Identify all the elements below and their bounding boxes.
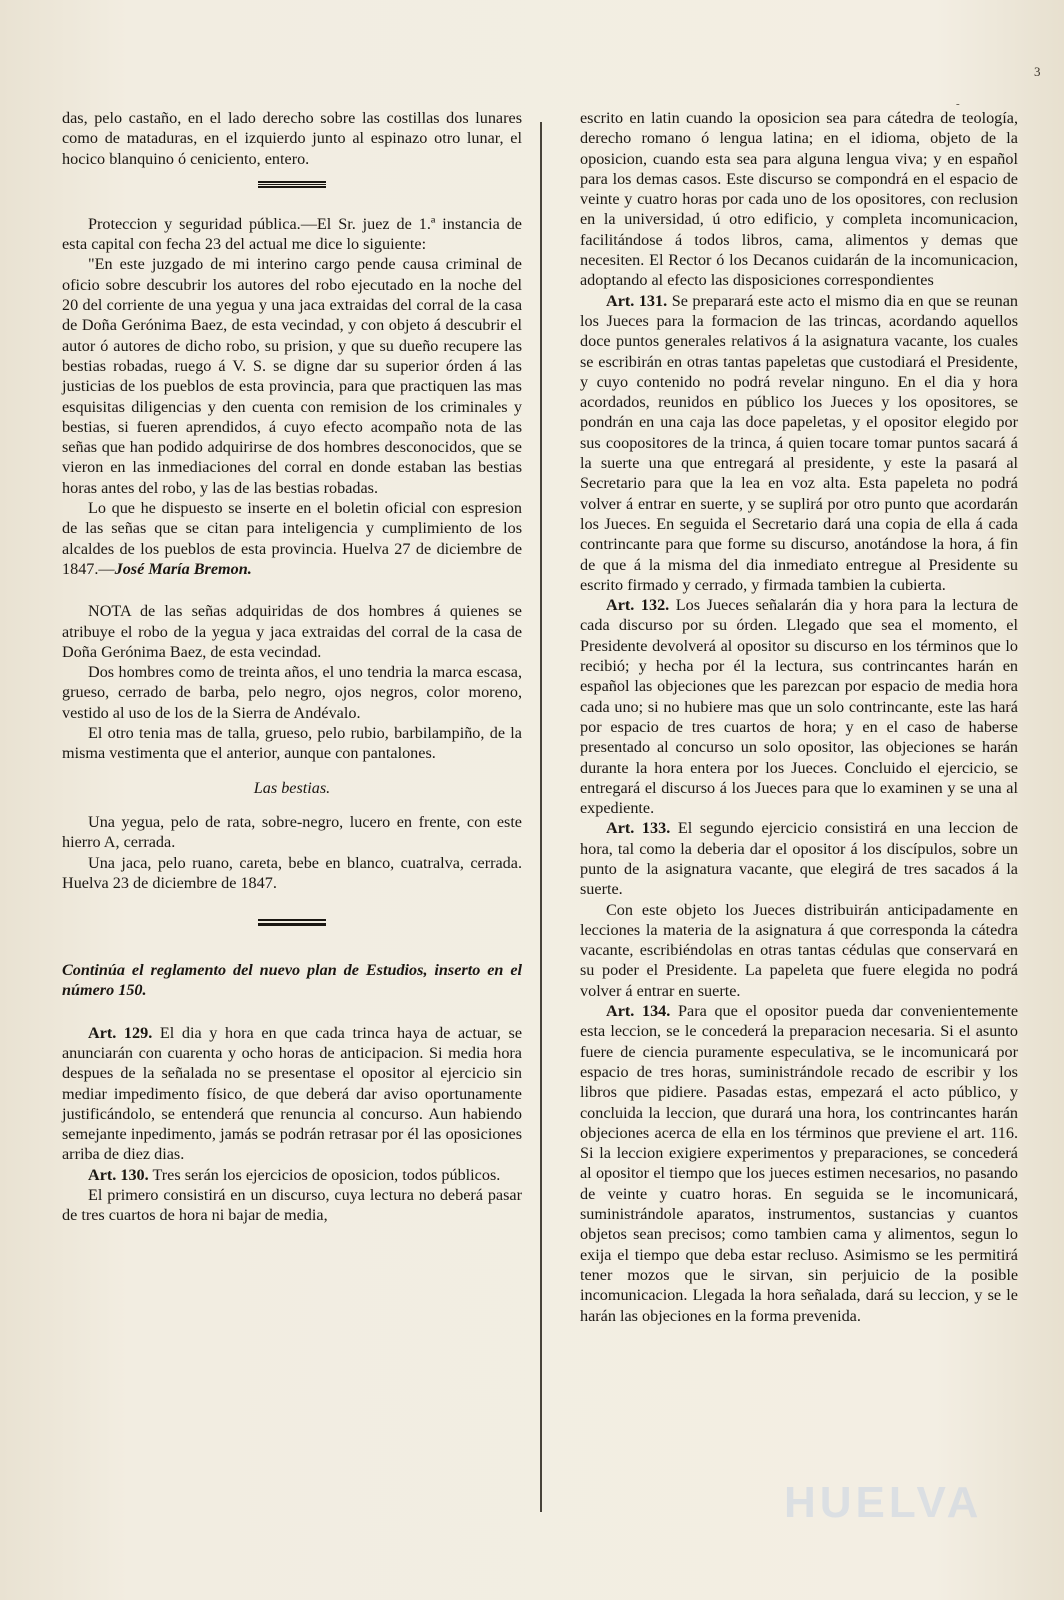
- article-text: Para que el opositor pueda dar convenientemente esta leccion, se le concederá la preparacion necesaria. Si el asunto fuere de ciencia puramente especulativa, se le incomunicará por espacio de tres horas, suministrándole recado de escribir y los libros que pidiere. Pasadas estas, empezará el acto público, y concluida la leccion, que durará una hora, los contrincantes harán objeciones acerca de ella en los términos que previene el art. 116. Si la leccion exigiere experimentos y preparaciones, se concederá al opositor el tiempo que los jueces estimen necesarios, no pasando de veinte y cuatro horas. En seguida se le incomunicará, suministrándole aparatos, instrumentos, sustancias y cuantos objetos sean precisos; como tambien cama y alimentos, segun lo exija el tiempo que deba estar recluso. Asimismo se les permitirá tener mozos que le sirvan, sin perjuicio de la posible incomunicacion. Llegada la hora señalada, dará su leccion, y se le harán las objeciones en la forma prevenida.: [580, 1002, 1019, 1325]
- paragraph-nota: NOTA de las señas adquiridas de dos hombres á quienes se atribuye el robo de la yegua y jaca extraidas del corral de la casa de Doña Gerónima Baez, de esta vecindad.: [62, 602, 522, 661]
- article-130: [62, 1165, 522, 1185]
- section-rule: [258, 181, 326, 188]
- article-label: Art. 130.: [88, 1165, 149, 1184]
- article-label: Art. 132.: [606, 596, 670, 615]
- paragraph-yegua: Una yegua, pelo de rata, sobre-negro, lucero en frente, con este hierro A, cerrada.: [62, 812, 522, 852]
- paragraph-dos-hombres: Dos hombres como de treinta años, el uno tendria la marca escasa, grueso, cerrado de barba, pelo negro, ojos negros, color moreno, vestido al uso de los de la Sierra de Andévalo.: [62, 663, 522, 722]
- signature: José María Bremon.: [114, 559, 252, 578]
- article-134: [580, 1001, 1018, 1326]
- paragraph-juzgado: "En este juzgado de mi interino cargo pende causa criminal de oficio sobre descubrir los autores del robo ejecutado en la noche del 20 del corriente de una yegua y una jaca extraidas del corral de la casa de Doña Gerónima Baez, de esta vecindad, y con objeto á descubrir el autor ó autores de dicho robo, su prision, y que su dueño recupere las bestias robadas, ruego á V. S. se digne dar su superior órden á las justicias de los pueblos de esta provincia, para que practiquen las mas esquisitas diligencias y den cuenta con remision de los criminales y bestias, si fueren aprendidos, á cuyo efecto acompaño nota de las señas que han podido adquirirse de dos hombres desconocidos, que se vieron en las inmediaciones del corral en donde estaban las bestias horas antes del robo, y las de las bestias robadas.: [62, 255, 522, 497]
- article-132: [580, 595, 1018, 818]
- article-text: Se preparará este acto el mismo dia en que se reunan los Jueces para la formacion de las trincas, acordando aquellos doce puntos generales relativos á la asignatura vacante, los cuales se escribirán en otras tantas papeletas que custodiará el Presidente, y cuyo contenido no podrá revelar ninguno. En el dia y hora acordados, reunidos en público los Jueces y los opositores, se pondrán en una caja las doce papeletas, y el opositor elegido por sus coopositores de la trinca, á quien tocare tomar puntos sacará á la suerte una que entregará al presidente, y este la pasará al Secretario para que la lea en voz alta. Esta papeleta no podrá volver á entrar en suerte, y se suplirá por otro punto que acordarán los Jueces. En seguida el Secretario dará una copia de ella á cada contrincante para que forme su discurso, anotándose la hora, á fin de que á la misma del dia inmediato entregue al Presidente su escrito firmado y cerrado, y firmada tambien la cubierta.: [580, 291, 1019, 594]
- paragraph-objeto: Con este objeto los Jueces distribuirán anticipadamente en lecciones la materia de la asignatura á que corresponda la cátedra vacante, escribiéndolas en otras tantas cédulas que conservará en su poder el Presidente. La papeleta que fuere elegida no podrá volver á entrar en suerte.: [580, 900, 1018, 1000]
- paragraph-primero: El primero consistirá en un discurso, cuya lectura no deberá pasar de tres cuartos de hora ni bajar de media,: [62, 1186, 522, 1225]
- article-131: [580, 291, 1018, 595]
- paragraph-dispuesto: [62, 498, 522, 579]
- edge-mark: 3: [1034, 64, 1041, 79]
- article-label: Art. 133.: [606, 819, 671, 838]
- paragraph-otro: El otro tenia mas de talla, grueso, pelo rubio, barbilampiño, de la misma vestimenta que el anterior, aunque con pantalones.: [62, 724, 522, 763]
- article-text: El segundo ejercicio consistirá en una leccion de hora, tal como la deberia dar el opositor á los discípulos, sobre un punto de la asignatura vacante, que elegirá de tres sacados á la suerte.: [580, 819, 1019, 899]
- section-rule: [258, 919, 326, 926]
- paragraph-continuation: das, pelo castaño, en el lado derecho sobre las costillas dos lunares como de mataduras, en el izquierdo junto al espinazo otro lunar, el hocico blanquino ó ceniciento, entero.: [62, 109, 522, 168]
- paragraph-proteccion: Proteccion y seguridad pública.—El Sr. juez de 1.ª instancia de esta capital con fecha 23 del actual me dice lo siguiente:: [62, 214, 522, 254]
- right-column: [580, 108, 1018, 1326]
- article-129: [62, 1023, 522, 1165]
- article-text: Tres serán los ejercicios de oposicion, todos públicos.: [152, 1165, 501, 1184]
- article-text: El dia y hora en que cada trinca haya de actuar, se anunciarán con cuarenta y ocho horas de anticipacion. Si media hora despues de la señalada no se presentase el opositor al ejercicio sin mediar impedimento físico, de que deberá dar aviso oportunamente justificándolo, se entenderá que renuncia al concurso. Aun habiendo semejante inpedimento, jamás se podrán retrasar por él las oposiciones arriba de diez dias.: [62, 1023, 523, 1164]
- left-column: [62, 108, 522, 1226]
- dispuesto-text: Lo que he dispuesto se inserte en el boletin oficial con espresion de las señas que se citan para inteligencia y cumplimiento de los alcaldes de los pueblos de esta provincia. Huelva 27 de diciembre de 1847.—: [62, 499, 522, 578]
- page-mark: -: [956, 98, 960, 110]
- heading-reglamento: Continúa el reglamento del nuevo plan de Estudios, inserto en el número 150.: [62, 961, 522, 1000]
- watermark: HUELVA: [784, 1478, 983, 1527]
- article-text: Los Jueces señalarán dia y hora para la lectura de cada discurso por su órden. Llegado que sea el momento, el Presidente devolverá al opositor su discurso en los términos que lo recibió; y hecha por él la lectura, sus contrincantes harán en español las objeciones que les parezcan por espacio de media hora cada uno; si no hubiere mas que un solo contrincante, este las hará por espacio de tres cuartos de hora; y en el caso de haberse presentado al concurso un solo opositor, las objeciones se harán durante la hora entera por los Jueces. Concluido el ejercicio, se entregará el discurso á los Jueces para que lo examinen y se una al expediente.: [580, 596, 1019, 818]
- article-133: [580, 818, 1018, 899]
- column-divider: [540, 122, 542, 1512]
- article-label: Art. 134.: [606, 1002, 671, 1021]
- article-label: Art. 129.: [88, 1023, 153, 1042]
- heading-bestias: Las bestias.: [253, 778, 331, 797]
- paragraph-continuation: escrito en latin cuando la oposicion sea para cátedra de teología, derecho romano ó lengua latina; en el idioma, objeto de la oposicion, cuando esta sea para alguna lengua viva; y en español para los demas casos. Este discurso se compondrá en el espacio de veinte y cuatro horas por cada uno de los opositores, con reclusion en la universidad, ú otro edificio, y completa incomunicacion, facilitándose á todos libros, cama, alimentos y demas que necesiten. El Rector ó los Decanos cuidarán de la incomunicacion, adoptando al efecto las disposiciones correspondientes: [580, 109, 1018, 290]
- article-label: Art. 131.: [606, 291, 668, 310]
- paragraph-jaca: Una jaca, pelo ruano, careta, bebe en blanco, cuatralva, cerrada. Huelva 23 de diciembre de 1847.: [62, 853, 522, 892]
